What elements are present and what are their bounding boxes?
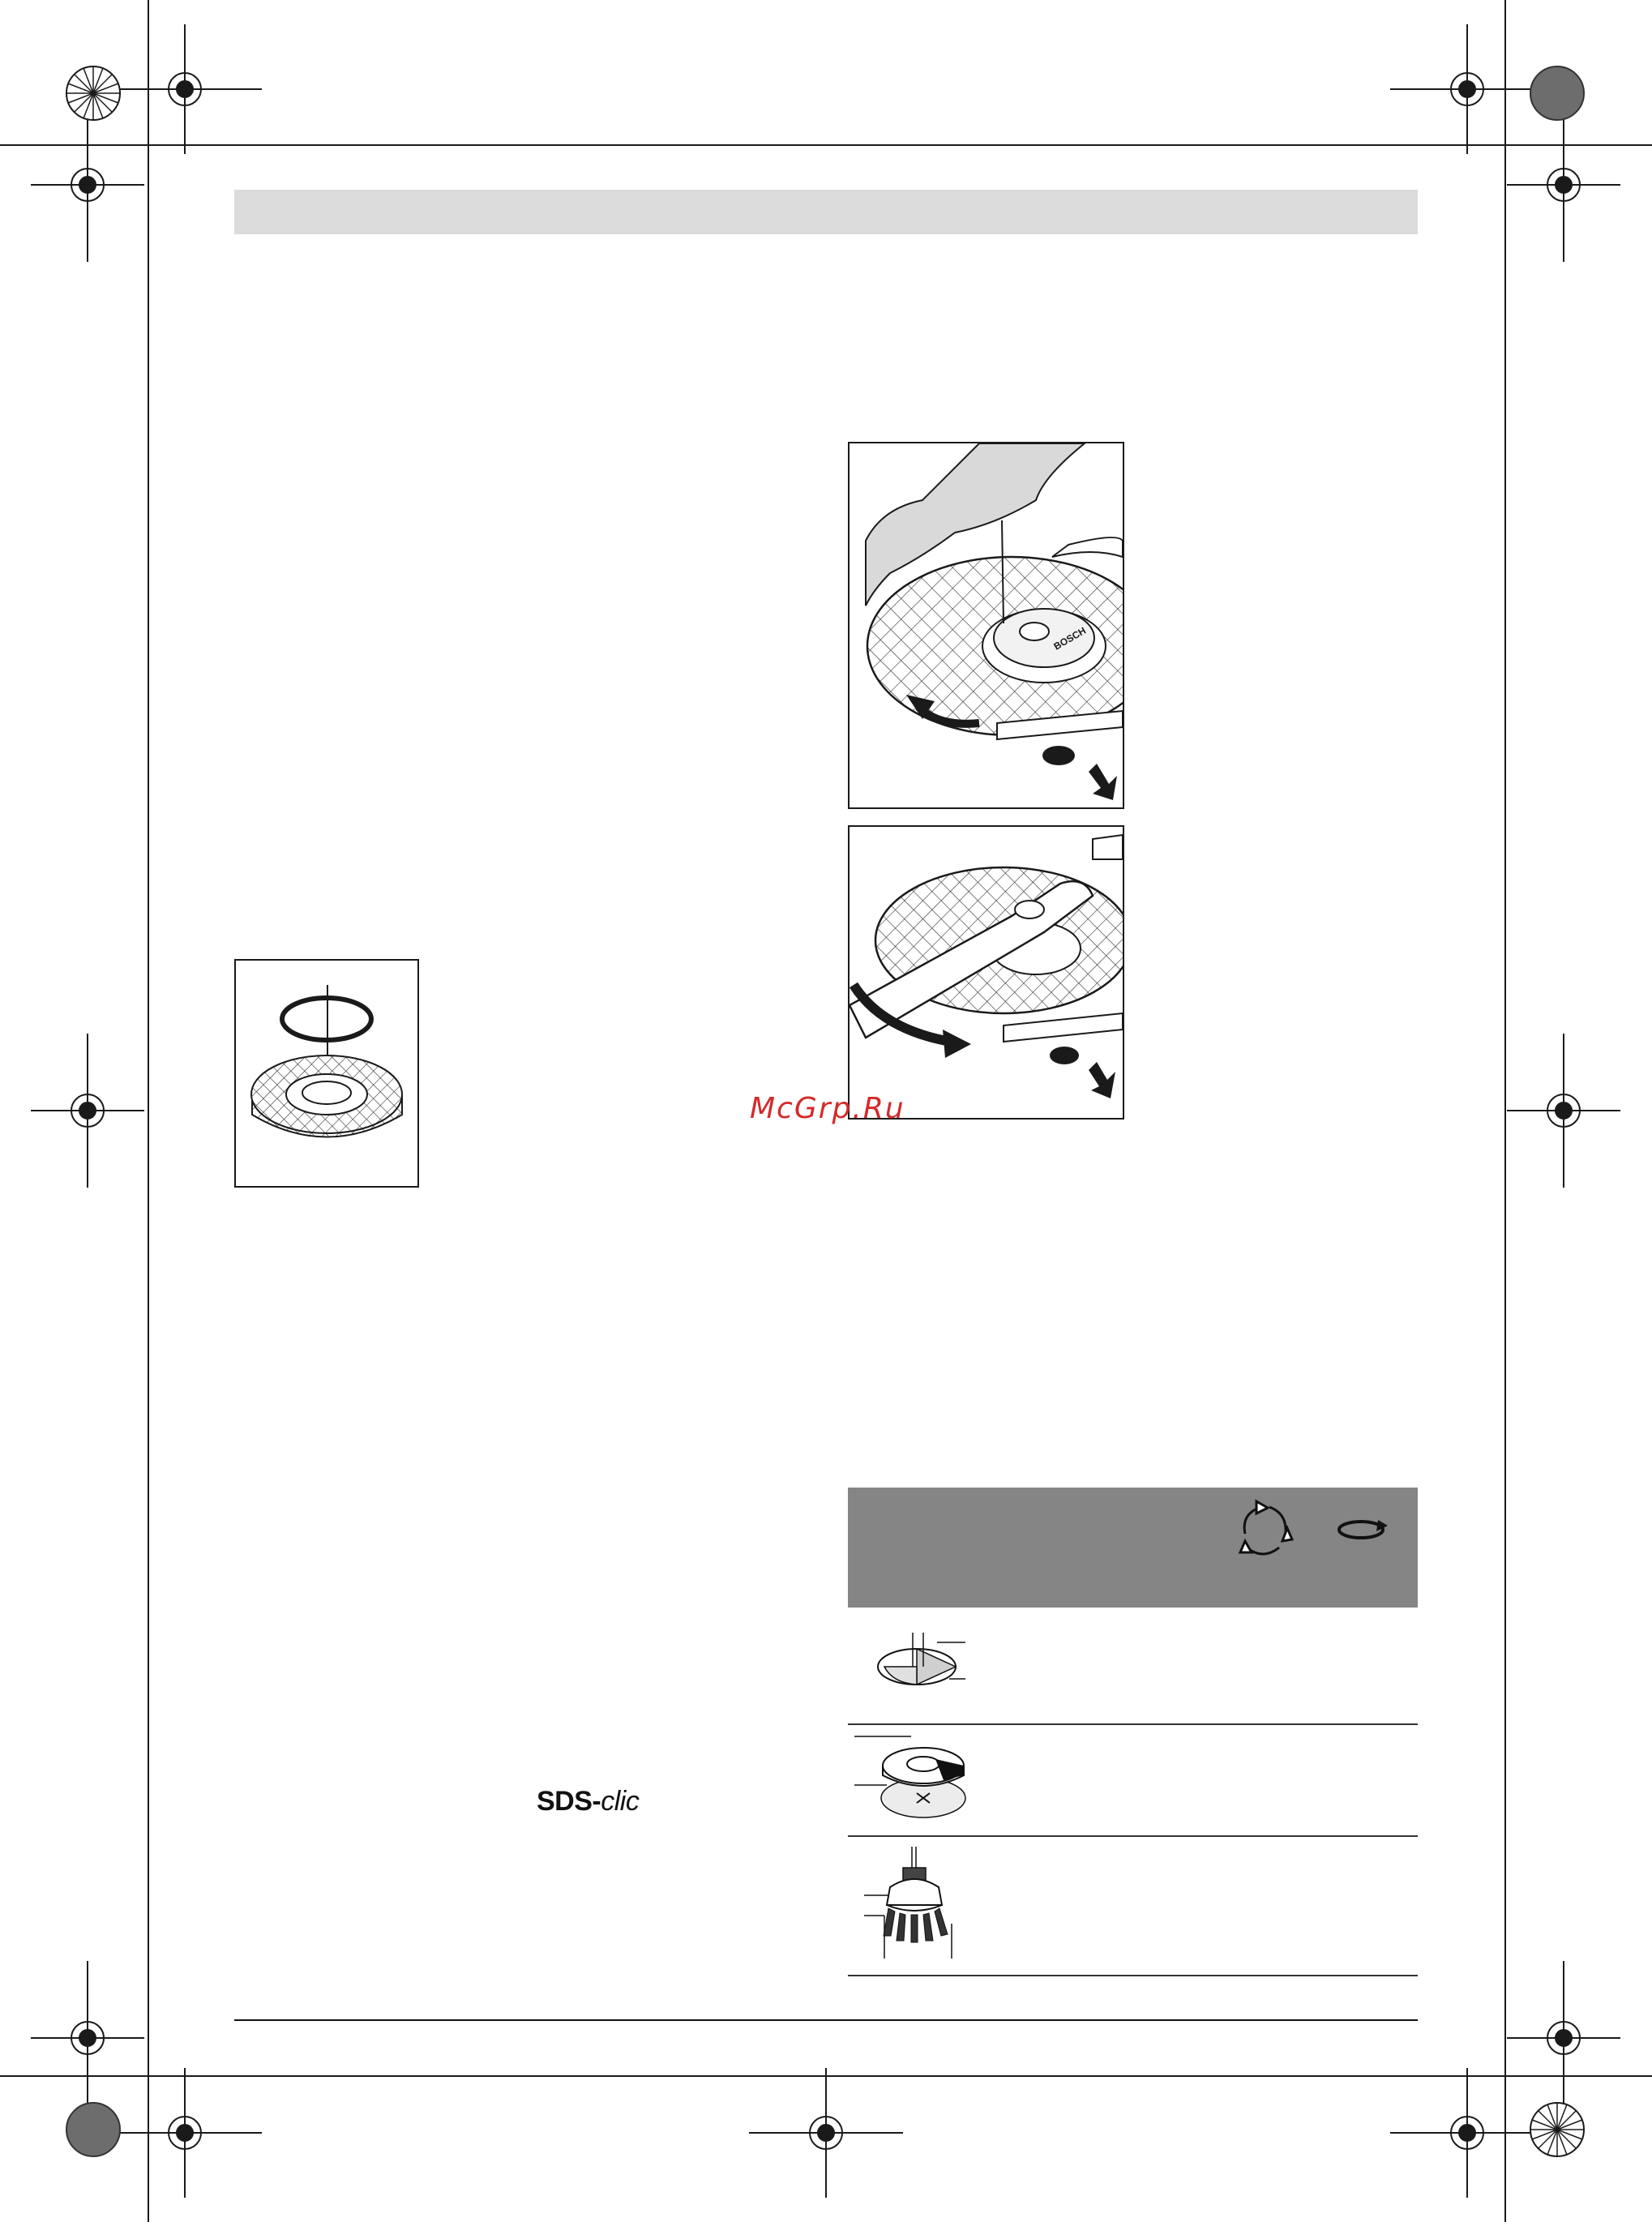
wrench-loosening-figure: [848, 825, 1124, 1120]
brand-text: BOSCH: [1051, 624, 1089, 653]
accessory-row-cup-brush: [848, 1837, 1418, 1976]
rotation-direction-icon: [1334, 1513, 1391, 1546]
quick-clamp-nut-hand-figure: [848, 442, 1124, 809]
sds-clic-logo: [537, 1786, 639, 1817]
o-ring-disc-figure: [234, 959, 419, 1188]
footer-rule: [234, 2019, 1418, 2021]
accessory-row-cutting-disc: [848, 1608, 1418, 1725]
cutting-disc-icon: [868, 1630, 974, 1697]
accessory-table-header: [848, 1488, 1418, 1608]
cup-brush-icon: [864, 1847, 969, 1968]
accessory-row-sanding-disc: [848, 1725, 1418, 1837]
sds-logo-clic: clic: [601, 1786, 640, 1817]
sds-logo-prefix: SDS-: [537, 1786, 601, 1817]
recycle-arrows-icon: [1229, 1497, 1298, 1566]
sanding-disc-icon: [854, 1733, 976, 1826]
watermark-text: McGrp.Ru: [750, 1092, 905, 1125]
